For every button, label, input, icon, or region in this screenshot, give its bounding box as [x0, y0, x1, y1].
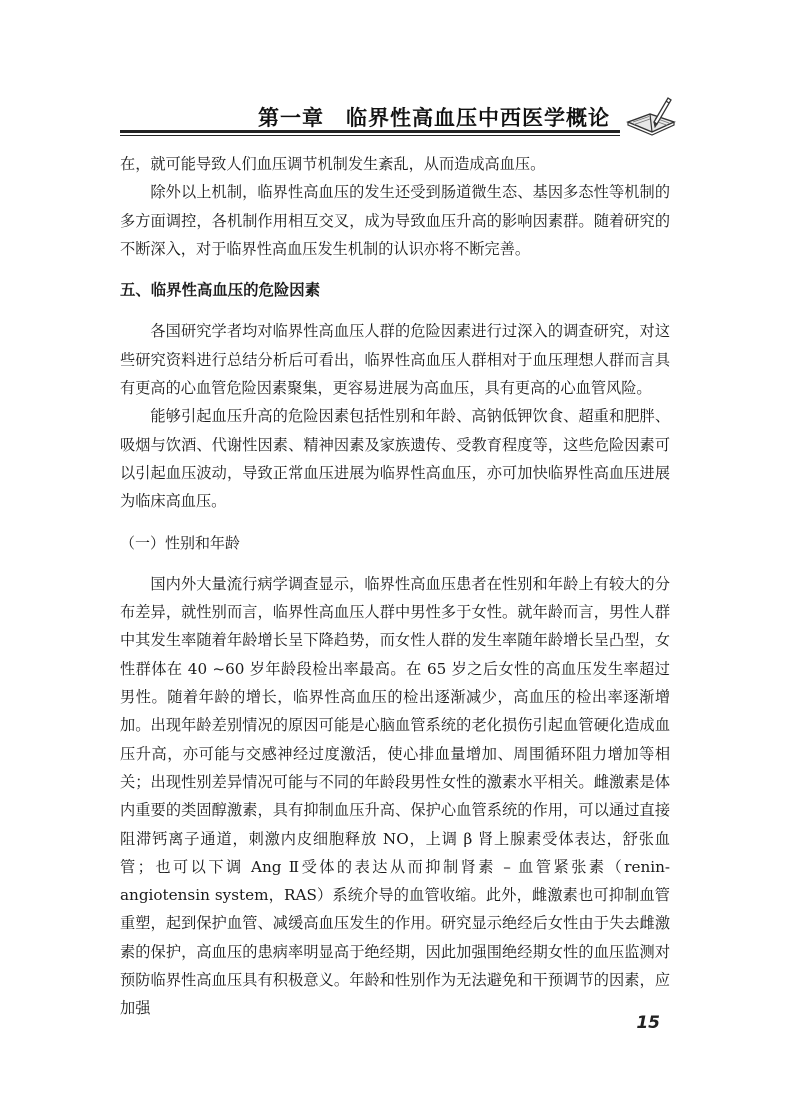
paragraph: 各国研究学者均对临界性高血压人群的危险因素进行过深入的调查研究，对这些研究资料进行总结分析后可看出，临界性高血压人群相对于血压理想人群而言具有更高的心血管危险因素聚集，更容易进展为高血压，具有更高的心血管风险。: [120, 322, 670, 398]
page-body: [120, 150, 670, 1023]
section-heading: 五、临界性高血压的危险因素: [120, 281, 321, 300]
paragraph: 国内外大量流行病学调查显示，临界性高血压患者在性别和年龄上有较大的分布差异，就性别而言，临界性高血压人群中男性多于女性。就年龄而言，男性人群中其发生率随着年龄增长呈下降趋势，而女性人群的发生率随年龄增长呈凸型，女性群体在 40 ~60 岁年龄段检出率最高。在 65 岁之后女性的高血压发生率超过男性。随着年龄的增长，临界性高血压的检出逐渐减少，高血压的检出率逐渐增加。出现年龄差别情况的原因可能是心脑血管系统的老化损伤引起血管硬化造成血压升高，亦可能与交感神经过度激活，使心排血量增加、周围循环阻力增加等相关；出现性别差异情况可能与不同的年龄段男性女性的激素水平相关。雌激素是体内重要的类固醇激素，具有抑制血压升高、保护心血管系统的作用，可以通过直接阻滞钙离子通道，刺激内皮细胞释放 NO，上调 β 肾上腺素受体表达，舒张血管；也可以下调 Ang Ⅱ受体的表达从而抑制肾素 – 血管紧张素（renin-angiotensin system，RAS）系统介导的血管收缩。此外，雌激素也可抑制血管重塑，起到保护血管、减缓高血压发生的作用。研究显示绝经后女性由于失去雌激素的保护，高血压的患病率明显高于绝经期，因此加强围绝经期女性的血压监测对预防临界性高血压具有积极意义。年龄和性别作为无法避免和干预调节的因素，应加强: [120, 574, 670, 1018]
book-pen-icon: [624, 92, 680, 140]
chapter-title: 第一章 临界性高血压中西医学概论: [258, 106, 610, 130]
subsection-heading: （一）性别和年龄: [120, 533, 241, 552]
paragraph: 除外以上机制，临界性高血压的发生还受到肠道微生态、基因多态性等机制的多方面调控，各机制作用相互交叉，成为导致血压升高的影响因素群。随着研究的不断深入，对于临界性高血压发生机制的认识亦将不断完善。: [120, 183, 670, 258]
running-header: [120, 90, 680, 142]
page-number: 15: [636, 1013, 660, 1033]
header-rule-thick: [120, 130, 620, 133]
paragraph: 能够引起血压升高的危险因素包括性别和年龄、高钠低钾饮食、超重和肥胖、吸烟与饮酒、代谢性因素、精神因素及家族遗传、受教育程度等，这些危险因素可以引起血压波动，导致正常血压进展为临界性高血压，亦可加快临界性高血压进展为临床高血压。: [120, 407, 670, 511]
header-rule-thin: [120, 135, 620, 136]
paragraph: 在，就可能导致人们血压调节机制发生紊乱，从而造成高血压。: [120, 155, 546, 173]
